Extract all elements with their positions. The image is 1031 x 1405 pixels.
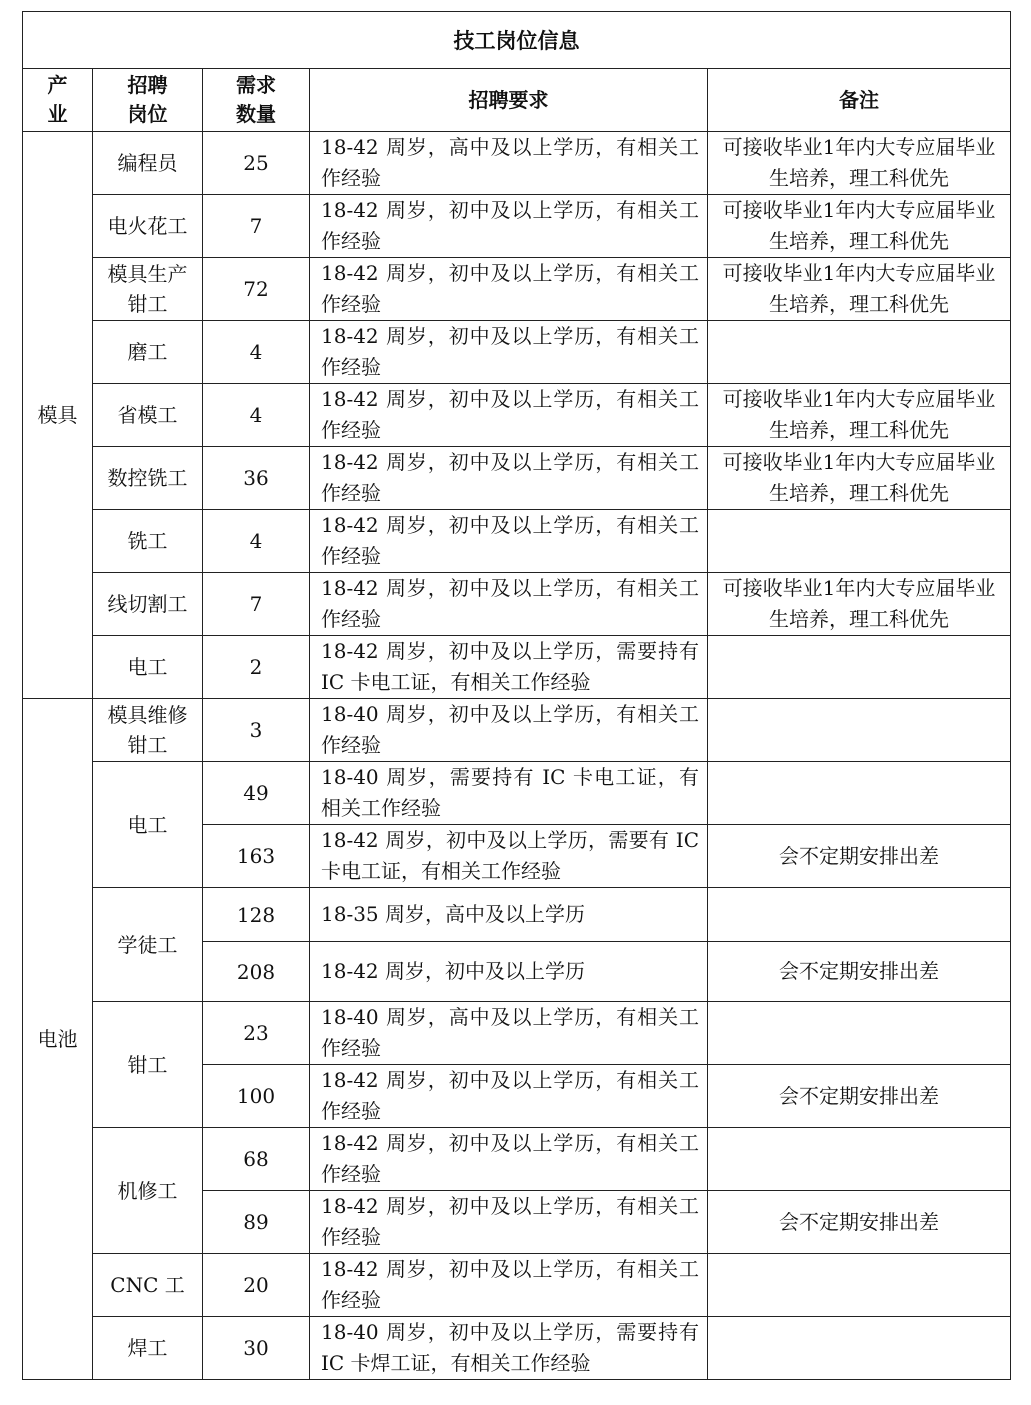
quantity-cell: 49 <box>203 762 310 825</box>
requirement-cell: 18-42 周岁，高中及以上学历，有相关工作经验 <box>310 132 708 195</box>
requirement-cell: 18-42 周岁，初中及以上学历，有相关工作经验 <box>310 1065 708 1128</box>
quantity-cell: 3 <box>203 699 310 762</box>
quantity-cell: 23 <box>203 1002 310 1065</box>
position-cell: 机修工 <box>93 1128 203 1254</box>
quantity-cell: 7 <box>203 195 310 258</box>
position-cell: CNC 工 <box>93 1254 203 1317</box>
header-industry: 产 业 <box>23 69 93 132</box>
header-position: 招聘 岗位 <box>93 69 203 132</box>
table-title: 技工岗位信息 <box>23 12 1011 69</box>
requirement-cell: 18-42 周岁，初中及以上学历，有相关工作经验 <box>310 384 708 447</box>
requirement-cell: 18-42 周岁，初中及以上学历，有相关工作经验 <box>310 321 708 384</box>
note-cell: 会不定期安排出差 <box>708 942 1011 1002</box>
industry-cell-mold: 模具 <box>23 132 93 699</box>
quantity-cell: 4 <box>203 384 310 447</box>
table-row <box>23 1002 1011 1065</box>
requirement-cell: 18-42 周岁，初中及以上学历，有相关工作经验 <box>310 1191 708 1254</box>
requirement-cell: 18-40 周岁，高中及以上学历，有相关工作经验 <box>310 1002 708 1065</box>
position-cell: 省模工 <box>93 384 203 447</box>
requirement-cell: 18-40 周岁，初中及以上学历，需要持有 IC 卡焊工证，有相关工作经验 <box>310 1317 708 1380</box>
table-row <box>23 888 1011 942</box>
position-cell: 铣工 <box>93 510 203 573</box>
note-cell <box>708 321 1011 384</box>
requirement-cell: 18-42 周岁，初中及以上学历，需要持有 IC 卡电工证，有相关工作经验 <box>310 636 708 699</box>
header-row <box>23 69 1011 132</box>
position-cell: 电工 <box>93 762 203 888</box>
note-cell: 可接收毕业1年内大专应届毕业生培养，理工科优先 <box>708 573 1011 636</box>
note-cell <box>708 699 1011 762</box>
position-cell: 钳工 <box>93 1002 203 1128</box>
note-cell <box>708 1002 1011 1065</box>
note-cell: 可接收毕业1年内大专应届毕业生培养，理工科优先 <box>708 384 1011 447</box>
requirement-cell: 18-42 周岁，初中及以上学历，有相关工作经验 <box>310 195 708 258</box>
note-cell <box>708 1317 1011 1380</box>
quantity-cell: 4 <box>203 321 310 384</box>
requirement-cell: 18-40 周岁，需要持有 IC 卡电工证，有相关工作经验 <box>310 762 708 825</box>
position-cell: 焊工 <box>93 1317 203 1380</box>
requirement-cell: 18-42 周岁，初中及以上学历，有相关工作经验 <box>310 1254 708 1317</box>
requirement-cell: 18-35 周岁，高中及以上学历 <box>310 888 708 942</box>
note-cell: 可接收毕业1年内大专应届毕业生培养，理工科优先 <box>708 132 1011 195</box>
table-row <box>23 447 1011 510</box>
quantity-cell: 30 <box>203 1317 310 1380</box>
note-cell: 可接收毕业1年内大专应届毕业生培养，理工科优先 <box>708 447 1011 510</box>
position-cell: 数控铣工 <box>93 447 203 510</box>
position-cell: 模具维修钳工 <box>93 699 203 762</box>
quantity-cell: 4 <box>203 510 310 573</box>
header-requirements: 招聘要求 <box>310 69 708 132</box>
note-cell <box>708 636 1011 699</box>
table-row <box>23 258 1011 321</box>
table-row <box>23 1317 1011 1380</box>
note-cell: 会不定期安排出差 <box>708 825 1011 888</box>
note-cell <box>708 1254 1011 1317</box>
requirement-cell: 18-42 周岁，初中及以上学历，有相关工作经验 <box>310 573 708 636</box>
quantity-cell: 2 <box>203 636 310 699</box>
position-cell: 磨工 <box>93 321 203 384</box>
table-row <box>23 132 1011 195</box>
note-cell: 可接收毕业1年内大专应届毕业生培养，理工科优先 <box>708 258 1011 321</box>
position-cell: 模具生产钳工 <box>93 258 203 321</box>
quantity-cell: 25 <box>203 132 310 195</box>
quantity-cell: 20 <box>203 1254 310 1317</box>
note-cell: 会不定期安排出差 <box>708 1065 1011 1128</box>
table-row <box>23 195 1011 258</box>
quantity-cell: 36 <box>203 447 310 510</box>
table-row <box>23 636 1011 699</box>
table-row <box>23 1254 1011 1317</box>
header-notes: 备注 <box>708 69 1011 132</box>
quantity-cell: 128 <box>203 888 310 942</box>
header-quantity: 需求 数量 <box>203 69 310 132</box>
note-cell <box>708 1128 1011 1191</box>
position-cell: 电火花工 <box>93 195 203 258</box>
position-cell: 电工 <box>93 636 203 699</box>
quantity-cell: 7 <box>203 573 310 636</box>
note-cell <box>708 888 1011 942</box>
requirement-cell: 18-42 周岁，初中及以上学历，有相关工作经验 <box>310 510 708 573</box>
requirement-cell: 18-40 周岁，初中及以上学历，有相关工作经验 <box>310 699 708 762</box>
table-row <box>23 321 1011 384</box>
quantity-cell: 72 <box>203 258 310 321</box>
quantity-cell: 89 <box>203 1191 310 1254</box>
table-row <box>23 573 1011 636</box>
table-row <box>23 699 1011 762</box>
table-row <box>23 384 1011 447</box>
quantity-cell: 100 <box>203 1065 310 1128</box>
quantity-cell: 68 <box>203 1128 310 1191</box>
position-cell: 线切割工 <box>93 573 203 636</box>
requirement-cell: 18-42 周岁，初中及以上学历，需要有 IC 卡电工证，有相关工作经验 <box>310 825 708 888</box>
requirement-cell: 18-42 周岁，初中及以上学历，有相关工作经验 <box>310 258 708 321</box>
note-cell: 可接收毕业1年内大专应届毕业生培养，理工科优先 <box>708 195 1011 258</box>
requirement-cell: 18-42 周岁，初中及以上学历 <box>310 942 708 1002</box>
requirement-cell: 18-42 周岁，初中及以上学历，有相关工作经验 <box>310 1128 708 1191</box>
position-cell: 编程员 <box>93 132 203 195</box>
table-row <box>23 762 1011 825</box>
job-info-table <box>22 11 1011 1380</box>
table-row <box>23 510 1011 573</box>
requirement-cell: 18-42 周岁，初中及以上学历，有相关工作经验 <box>310 447 708 510</box>
quantity-cell: 163 <box>203 825 310 888</box>
quantity-cell: 208 <box>203 942 310 1002</box>
position-cell: 学徒工 <box>93 888 203 1002</box>
note-cell <box>708 762 1011 825</box>
note-cell: 会不定期安排出差 <box>708 1191 1011 1254</box>
note-cell <box>708 510 1011 573</box>
table-row <box>23 1128 1011 1191</box>
industry-cell-battery: 电池 <box>23 699 93 1380</box>
